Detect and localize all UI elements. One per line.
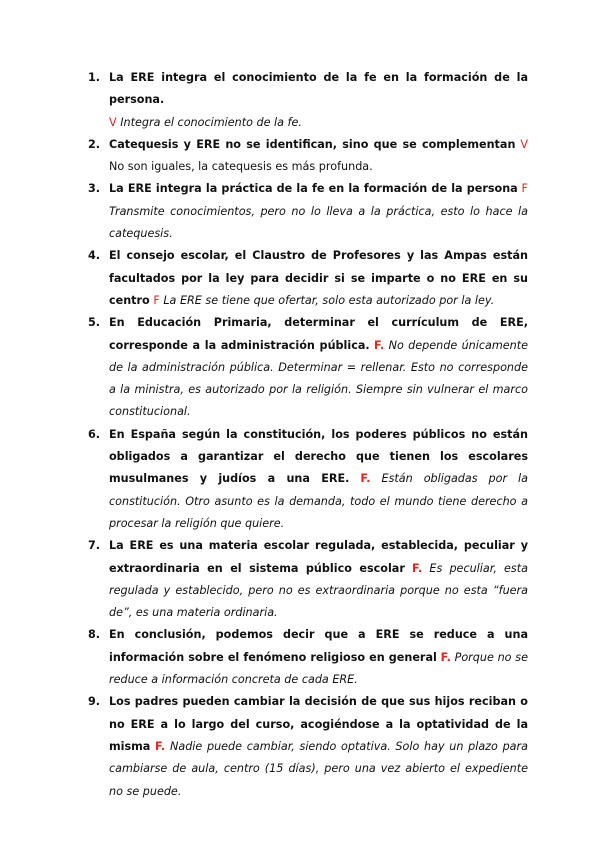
question-item bbox=[88, 178, 528, 245]
answer-explanation: Es peculiar, esta regulada y establecido, pero no es extraordinaria porque no esta “fuera de”, es una materia ordinaria. bbox=[109, 561, 528, 620]
question-number: 8. bbox=[88, 628, 101, 642]
question-number: 1. bbox=[88, 71, 101, 84]
answer-explanation: La ERE se tiene que ofertar, solo esta autorizado por la ley. bbox=[163, 293, 495, 307]
answer-explanation: Están obligadas por la constitución. Otro asunto es la demanda, todo el mundo tiene derecho a procesar la religión que quiere. bbox=[109, 472, 528, 530]
answer-explanation: No son iguales, la catequesis es más profunda. bbox=[109, 160, 373, 174]
answer-mark: F. bbox=[440, 650, 451, 664]
answer-explanation: No depende únicamente de la administración pública. Determinar = rellenar. Esto no corresponde a la ministra, es autorizado por la religión. Siempre sin vulnerar el marco constitucional. bbox=[109, 338, 529, 419]
question-statement: En España según la constitución, los poderes públicos no están obligados a garantizar el derecho que tienen los escolares musulmanes y judíos a una ERE. bbox=[109, 427, 528, 486]
question-statement: En Educación Primaria, determinar el currículum de ERE, corresponde a la administración pública. bbox=[109, 316, 528, 352]
answer-mark: V bbox=[109, 115, 117, 129]
answer-mark: F. bbox=[374, 338, 385, 352]
answer-explanation: Porque no se reduce a información concreta de cada ERE. bbox=[109, 650, 528, 687]
question-statement: El consejo escolar, el Claustro de Profesores y las Ampas están facultados por la ley para decidir si se imparte o no ERE en su centro bbox=[109, 249, 528, 307]
answer-mark: F bbox=[521, 182, 528, 196]
question-statement: En conclusión, podemos decir que a ERE se reduce a una información sobre el fenómeno religioso en general bbox=[109, 628, 528, 664]
question-statement: La ERE integra la práctica de la fe en la formación de la persona bbox=[109, 182, 518, 196]
answer-mark: F bbox=[153, 293, 160, 307]
question-number: 3. bbox=[88, 182, 101, 196]
answer-explanation: Integra el conocimiento de la fe. bbox=[120, 115, 302, 129]
question-list bbox=[88, 67, 528, 803]
answer-mark: F. bbox=[360, 472, 371, 486]
question-statement: Catequesis y ERE no se identifican, sino que se complementan bbox=[109, 137, 516, 151]
question-item bbox=[88, 134, 528, 179]
answer-mark: F. bbox=[155, 739, 166, 753]
question-number: 7. bbox=[88, 539, 101, 553]
question-number: 5. bbox=[88, 316, 101, 330]
question-item bbox=[88, 67, 528, 134]
question-statement: La ERE es una materia escolar regulada, establecida, peculiar y extraordinaria en el sistema público escolar bbox=[109, 539, 528, 575]
answer-mark: V bbox=[520, 137, 529, 151]
answer-explanation: Transmite conocimientos, pero no lo lleva a la práctica, esto lo hace la catequesis. bbox=[109, 204, 528, 241]
question-number: 4. bbox=[88, 249, 101, 263]
question-number: 6. bbox=[88, 427, 101, 441]
question-number: 9. bbox=[88, 695, 101, 709]
answer-mark: F. bbox=[412, 561, 423, 575]
question-item bbox=[88, 535, 528, 624]
question-item bbox=[88, 691, 528, 802]
question-item bbox=[88, 312, 528, 423]
question-statement: La ERE integra el conocimiento de la fe en la formación de la persona. bbox=[109, 71, 528, 107]
question-item bbox=[88, 424, 528, 535]
question-statement: Los padres pueden cambiar la decisión de que sus hijos reciban o no ERE a lo largo del curso, acogiéndose a la optatividad de la misma bbox=[109, 695, 528, 753]
question-number: 2. bbox=[88, 137, 101, 151]
question-item bbox=[88, 245, 528, 312]
answer-explanation: Nadie puede cambiar, siendo optativa. Solo hay un plazo para cambiarse de aula, centro (15 días), pero una vez abierto el expediente no se puede. bbox=[109, 739, 528, 798]
question-item bbox=[88, 624, 528, 691]
